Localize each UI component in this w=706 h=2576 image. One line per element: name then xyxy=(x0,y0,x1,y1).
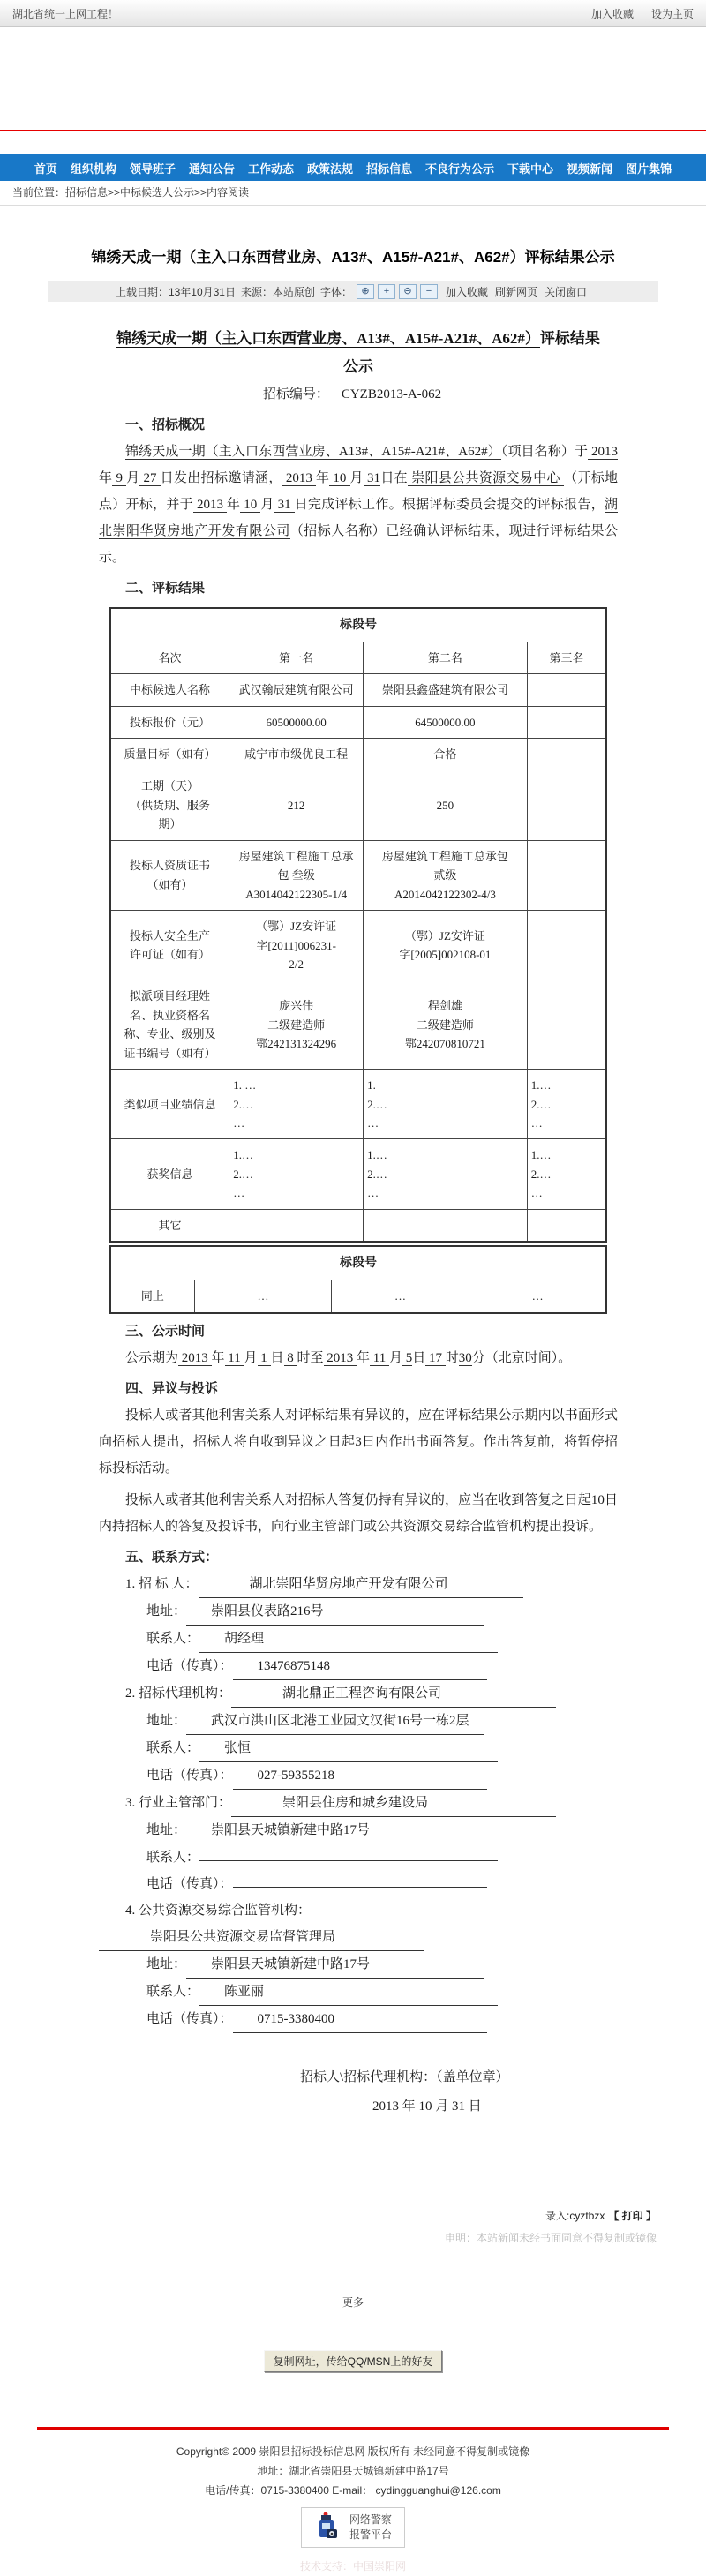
upload-date: 上载日期：13年10月31日 xyxy=(115,285,236,298)
text-segment: 年 xyxy=(211,1350,225,1365)
contact-phone: 13476875148 xyxy=(233,1653,487,1680)
text-segment: 2013 xyxy=(323,1350,357,1365)
table-cell: 武汉翰辰建筑有限公司 xyxy=(229,674,364,706)
signature-date: 2013 年 10 月 31 日 xyxy=(362,2099,492,2114)
table-cell: 崇阳县鑫盛建筑有限公司 xyxy=(364,674,528,706)
contact-address: 崇阳县天城镇新建中路17号 xyxy=(186,1951,484,1979)
footer-contact: 电话/传真：0715-3380400 E-mail： cydingguanghui@126.com xyxy=(205,2483,501,2497)
table-row xyxy=(110,770,606,840)
row-label-cell: 获奖信息 xyxy=(110,1139,229,1209)
text-segment: 日完成评标工作。根据评标委员会提交的评标报告， xyxy=(294,497,605,512)
contact-address: 武汉市洪山区北港工业园文汉街16号一栋2层 xyxy=(186,1708,484,1735)
nav-item[interactable]: 政策法规 xyxy=(306,161,353,176)
table-cell xyxy=(527,840,606,910)
row-label-cell: 同上 xyxy=(110,1280,195,1313)
font-increase-icon[interactable]: + xyxy=(378,284,395,299)
contact-person-line xyxy=(146,1844,618,1871)
police-officer-icon xyxy=(314,2512,341,2543)
police-badge[interactable] xyxy=(301,2507,405,2548)
table-cell: … xyxy=(469,1280,606,1313)
table-row xyxy=(110,1209,606,1242)
table-cell: 咸宁市市级优良工程 xyxy=(229,739,364,770)
table-cell: （鄂）JZ安许证 字[2005]002108-01 xyxy=(364,911,528,980)
text-segment: 30 xyxy=(458,1350,472,1365)
text-segment: 年 xyxy=(226,497,241,512)
contact-role-line: 2. 招标代理机构： 湖北鼎正工程咨询有限公司 xyxy=(99,1680,618,1708)
text-segment: 9 xyxy=(112,470,127,485)
banner-area xyxy=(0,27,706,130)
section-3-paragraph xyxy=(99,1345,618,1371)
contact-person-line xyxy=(146,1979,618,2006)
text-segment: 年 xyxy=(357,1350,371,1365)
contact-person: 胡经理 xyxy=(199,1626,498,1653)
text-segment: 10 xyxy=(329,470,350,485)
contact-address-line xyxy=(146,1817,618,1844)
contact-person-line xyxy=(146,1626,618,1653)
contact-role-label: 行业主管部门： xyxy=(139,1795,232,1810)
contact-org: 湖北崇阳华贤房地产开发有限公司 xyxy=(199,1571,523,1598)
contact-address-line xyxy=(146,1708,618,1735)
police-badge-text xyxy=(349,2512,392,2542)
doc-heading xyxy=(99,325,618,382)
table-cell xyxy=(527,1209,606,1242)
text-segment: 5 xyxy=(402,1350,413,1365)
text-segment: 月 xyxy=(244,1350,258,1365)
table-cell: 64500000.00 xyxy=(364,706,528,738)
row-label-cell: 投标人资质证书 （如有） xyxy=(110,840,229,910)
font-zoom-in-icon[interactable]: ⊕ xyxy=(357,284,374,299)
table-cell: 1. … 2.… … xyxy=(229,1070,364,1139)
section-4-paragraph-1: 投标人或者其他利害关系人对评标结果有异议的，应在评标结果公示期内以书面形式向招标人提出，招标人将自收到异议之日起3日内作出书面答复。作出答复前，将暂停招标投标活动。 xyxy=(99,1408,618,1476)
text-segment: 湖北崇阳华贤房地产开发有限公司 xyxy=(99,497,618,538)
row-label-cell: 投标报价（元） xyxy=(110,706,229,738)
contact-address: 崇阳县仪表路216号 xyxy=(186,1598,484,1626)
article-source: 来源：本站原创 xyxy=(240,285,315,298)
table-cell: 程剑雄 二级建造师 鄂242070810721 xyxy=(364,980,528,1070)
breadcrumb xyxy=(0,181,706,206)
topbar-links xyxy=(574,6,694,21)
contact-phone-line xyxy=(146,1871,618,1897)
nav-item[interactable]: 领导班子 xyxy=(129,161,176,176)
text-segment: （项目名称）于 xyxy=(500,444,589,459)
text-segment: 27 xyxy=(139,470,161,485)
contact-person-label: 联系人： xyxy=(146,1740,200,1755)
contact-address-label: 地址： xyxy=(146,1956,187,1971)
table-row xyxy=(110,706,606,738)
section-4-title: 四、异议与投诉 xyxy=(125,1381,219,1396)
bid-number: CYZB2013-A-062 xyxy=(329,387,454,402)
text-segment: 10 xyxy=(240,497,261,512)
contact-phone-line xyxy=(146,2006,618,2033)
nav-item[interactable]: 图片集锦 xyxy=(626,161,672,176)
evaluation-result-table-2 xyxy=(109,1245,607,1314)
table-cell xyxy=(527,706,606,738)
text-segment: 2013 xyxy=(178,1350,212,1365)
section-2-title: 二、评标结果 xyxy=(125,581,206,596)
table-row xyxy=(110,840,606,910)
table-row xyxy=(110,1280,606,1313)
text-segment: 2013 xyxy=(282,470,316,485)
table-cell: 1.… 2.… … xyxy=(527,1070,606,1139)
text-segment: 时至 xyxy=(297,1350,324,1365)
evaluation-result-table xyxy=(109,607,607,1243)
text-segment: 公示期为 xyxy=(125,1350,179,1365)
table-cell: … xyxy=(194,1280,331,1313)
table-cell xyxy=(527,770,606,840)
contact-person: 张恒 xyxy=(199,1735,498,1762)
nav-item[interactable]: 通知公告 xyxy=(188,161,235,176)
nav-item[interactable]: 下载中心 xyxy=(507,161,554,176)
topbar-slogan: 湖北省统一上网工程！ xyxy=(12,7,119,20)
meta-link[interactable]: 关闭窗口 xyxy=(545,285,588,298)
table-cell: 房屋建筑工程施工总承包 叁级 A3014042122305-1/4 xyxy=(229,840,364,910)
contact-block xyxy=(99,1790,618,1897)
document-body xyxy=(99,325,618,2122)
table-cell: 第二名 xyxy=(364,642,528,673)
text-segment: （招标人名称）已经确认评标结果，现进行评标结果公示。 xyxy=(99,523,618,565)
text-segment: 2013 xyxy=(192,497,227,512)
table-cell xyxy=(364,1209,528,1242)
contact-role-line: 1. 招 标 人： 湖北崇阳华贤房地产开发有限公司 xyxy=(99,1571,618,1598)
meta-link[interactable]: 刷新网页 xyxy=(495,285,538,298)
table-cell: 212 xyxy=(229,770,364,840)
meta-link[interactable]: 加入收藏 xyxy=(446,285,489,298)
text-segment: 日 xyxy=(412,1350,426,1365)
text-segment: 17 xyxy=(425,1350,446,1365)
font-size-label: 字体： xyxy=(320,285,353,298)
table-cell: （鄂）JZ安许证 字[2011]006231- 2/2 xyxy=(229,911,364,980)
row-label-cell: 工期（天） （供货期、服务 期） xyxy=(110,770,229,840)
table-cell xyxy=(527,980,606,1070)
article-meta-bar xyxy=(48,281,658,302)
contact-phone-line xyxy=(146,1653,618,1680)
contact-phone-label: 电话（传真）： xyxy=(146,1658,233,1673)
nav-item[interactable]: 招标信息 xyxy=(366,161,413,176)
footer xyxy=(0,2442,706,2576)
contact-phone-label: 电话（传真）： xyxy=(146,2011,233,2026)
contact-phone: 0715-3380400 xyxy=(233,2006,487,2033)
text-segment: 8 xyxy=(283,1350,297,1365)
contact-block xyxy=(99,1571,618,1680)
breadcrumb-path[interactable]: 招标信息>>中标候选人公示>>内容阅读 xyxy=(65,186,250,199)
table-cell xyxy=(527,674,606,706)
meta-links xyxy=(442,284,590,299)
section-5-title: 五、联系方式： xyxy=(125,1550,219,1565)
table-cell: 1.… 2.… … xyxy=(364,1139,528,1209)
contact-person xyxy=(199,1860,498,1861)
footer-red-divider xyxy=(37,2427,669,2430)
table-row xyxy=(110,980,606,1070)
table-cell: 合格 xyxy=(364,739,528,770)
more-link[interactable]: 更多 xyxy=(342,2295,364,2309)
contact-org: 崇阳县公共资源交易监督管理局 xyxy=(99,1924,424,1951)
table-cell: 房屋建筑工程施工总承包 贰级 A2014042122302-4/3 xyxy=(364,840,528,910)
table-row xyxy=(110,642,606,673)
contact-role-line: 3. 行业主管部门： 崇阳县住房和城乡建设局 xyxy=(99,1790,618,1817)
contact-role-label: 公共资源交易综合监管机构： xyxy=(139,1903,312,1918)
row-label-cell: 中标候选人名称 xyxy=(110,674,229,706)
nav-item[interactable]: 组织机构 xyxy=(70,161,116,176)
text-segment: 时 xyxy=(445,1350,459,1365)
footer-address: 地址：湖北省崇阳县天城镇新建中路17号 xyxy=(257,2464,449,2477)
table-section-header: 标段号 xyxy=(110,1246,606,1280)
row-label-cell: 质量目标（如有） xyxy=(110,739,229,770)
nav-item[interactable]: 工作动态 xyxy=(247,161,294,176)
contact-person-label: 联系人： xyxy=(146,1631,200,1646)
print-button[interactable]: 【 打印 】 xyxy=(608,2209,657,2222)
entry-row xyxy=(0,2208,706,2223)
contact-phone-label: 电话（传真）： xyxy=(146,1876,233,1891)
bid-number-line xyxy=(99,384,618,402)
row-label-cell: 类似项目业绩信息 xyxy=(110,1070,229,1139)
text-segment: 日发出招标邀请涵， xyxy=(160,470,282,485)
font-decrease-icon[interactable]: − xyxy=(420,284,438,299)
contact-org: 崇阳县住房和城乡建设局 xyxy=(231,1790,556,1817)
signature-line: 招标人\招标代理机构：（盖单位章） xyxy=(300,2069,509,2084)
signature-block xyxy=(300,2063,618,2122)
nav-item[interactable]: 视频新闻 xyxy=(567,161,613,176)
entry-author: cyztbzx xyxy=(569,2209,605,2222)
main-nav xyxy=(0,154,706,181)
row-label-cell: 投标人安全生产 许可证（如有） xyxy=(110,911,229,980)
police-badge-line1: 网络警察 xyxy=(349,2512,392,2526)
text-segment: 31 xyxy=(274,497,295,512)
contact-person-label: 联系人： xyxy=(146,1984,200,1999)
contact-block xyxy=(99,1897,618,2033)
nav-gap xyxy=(0,131,706,154)
contact-address-line xyxy=(146,1598,618,1626)
table-cell xyxy=(527,911,606,980)
text-segment: 31 xyxy=(363,470,380,485)
contact-phone xyxy=(233,1887,487,1888)
table-row xyxy=(110,1139,606,1209)
topbar-link[interactable]: 加入收藏 xyxy=(590,7,634,20)
footer-copyright: Copyright© 2009 崇阳县招标投标信息网 版权所有 未经同意不得复制或镜像 xyxy=(176,2445,530,2458)
contact-phone-label: 电话（传真）： xyxy=(146,1768,233,1783)
text-segment: 年 xyxy=(99,470,113,485)
contact-address: 崇阳县天城镇新建中路17号 xyxy=(186,1817,484,1844)
contact-list xyxy=(99,1571,618,2033)
text-segment: 日在 xyxy=(379,470,409,485)
table-cell xyxy=(527,739,606,770)
table-cell: … xyxy=(332,1280,469,1313)
topbar xyxy=(0,0,706,27)
table-cell: 250 xyxy=(364,770,528,840)
doc-heading-rest: 评标结果 xyxy=(539,330,600,347)
table-cell: 1.… 2.… … xyxy=(229,1139,364,1209)
contact-block xyxy=(99,1680,618,1790)
doc-heading-line2: 公示 xyxy=(343,358,373,376)
row-label-cell: 拟派项目经理姓 名、执业资格名 称、专业、级别及 证书编号（如有） xyxy=(110,980,229,1070)
text-segment: 月 xyxy=(349,470,364,485)
font-zoom-out-icon[interactable]: ⊖ xyxy=(399,284,417,299)
contact-address-line xyxy=(146,1951,618,1979)
text-segment: 日 xyxy=(270,1350,284,1365)
contact-person-line xyxy=(146,1735,618,1762)
share-url-button[interactable]: 复制网址，传给QQ/MSN上的好友 xyxy=(264,2350,443,2372)
table-cell xyxy=(229,1209,364,1242)
table-row xyxy=(110,911,606,980)
text-segment: 1 xyxy=(257,1350,271,1365)
police-badge-line2: 报警平台 xyxy=(349,2527,392,2541)
copy-notice: 申明：本站新闻未经书面同意不得复制或镜像 xyxy=(444,2231,657,2244)
doc-heading-underlined: 锦绣天成一期（主入口东西营业房、A13#、A15#-A21#、A62#） xyxy=(116,330,540,347)
text-segment: 分（北京时间）。 xyxy=(471,1350,572,1365)
contact-phone: 027-59355218 xyxy=(233,1762,487,1790)
text-segment: 11 xyxy=(370,1350,389,1365)
contact-role-line: 4. 公共资源交易综合监管机构：崇阳县公共资源交易监督管理局 xyxy=(99,1897,618,1951)
table-cell: 60500000.00 xyxy=(229,706,364,738)
contact-address-label: 地址： xyxy=(146,1822,187,1837)
share-row xyxy=(0,2350,706,2372)
text-segment: 月 xyxy=(260,497,274,512)
row-label-cell: 名次 xyxy=(110,642,229,673)
table-cell: 1. 2.… … xyxy=(364,1070,528,1139)
text-segment: 2013 xyxy=(588,444,618,459)
nav-item[interactable]: 首页 xyxy=(34,161,57,176)
contact-address-label: 地址： xyxy=(146,1713,187,1728)
topbar-link[interactable]: 设为主页 xyxy=(650,7,694,20)
table-cell: 1.… 2.… … xyxy=(527,1139,606,1209)
table-cell: 第三名 xyxy=(527,642,606,673)
contact-person-label: 联系人： xyxy=(146,1850,200,1865)
footer-support: 技术支持：中国崇阳网 xyxy=(299,2559,406,2572)
text-segment: 锦绣天成一期（主入口东西营业房、A13#、A15#-A21#、A62#） xyxy=(125,444,501,459)
section-1-paragraph xyxy=(99,439,618,571)
contact-address-label: 地址： xyxy=(146,1603,187,1618)
table-row xyxy=(110,1070,606,1139)
text-segment: （开标地点）开标，并于 xyxy=(99,470,619,512)
entry-label: 录入: xyxy=(545,2209,570,2222)
text-segment: 月 xyxy=(389,1350,403,1365)
contact-role-label: 招标代理机构： xyxy=(139,1686,232,1701)
section-4-paragraph-2: 投标人或者其他利害关系人对招标人答复仍持有异议的，应当在收到答复之日起10日内持招标人的答复及投诉书，向行业主管部门或公共资源交易综合监管机构提出投诉。 xyxy=(99,1492,618,1534)
contact-org: 湖北鼎正工程咨询有限公司 xyxy=(231,1680,556,1708)
contact-person: 陈亚丽 xyxy=(199,1979,498,2006)
table-row xyxy=(110,674,606,706)
row-label-cell: 其它 xyxy=(110,1209,229,1242)
text-segment: 11 xyxy=(224,1350,244,1365)
breadcrumb-label: 当前位置： xyxy=(12,186,66,199)
section-3-title: 三、公示时间 xyxy=(125,1324,206,1339)
table-row xyxy=(110,739,606,770)
signature-date-line xyxy=(362,2092,618,2122)
text-segment: 月 xyxy=(126,470,140,485)
table-section-header: 标段号 xyxy=(110,608,606,642)
section-1-title: 一、招标概况 xyxy=(125,417,206,432)
table-cell: 第一名 xyxy=(229,642,364,673)
bid-number-label: 招标编号： xyxy=(262,387,329,402)
text-segment: 年 xyxy=(315,470,330,485)
nav-item[interactable]: 不良行为公示 xyxy=(425,161,495,176)
text-segment: 崇阳县公共资源交易中心 xyxy=(408,470,564,485)
page-title: 锦绣天成一期（主入口东西营业房、A13#、A15#-A21#、A62#）评标结果公示 xyxy=(91,249,615,266)
table-cell: 庞兴伟 二级建造师 鄂242131324296 xyxy=(229,980,364,1070)
contact-role-label: 招 标 人： xyxy=(139,1576,199,1591)
contact-phone-line xyxy=(146,1762,618,1790)
